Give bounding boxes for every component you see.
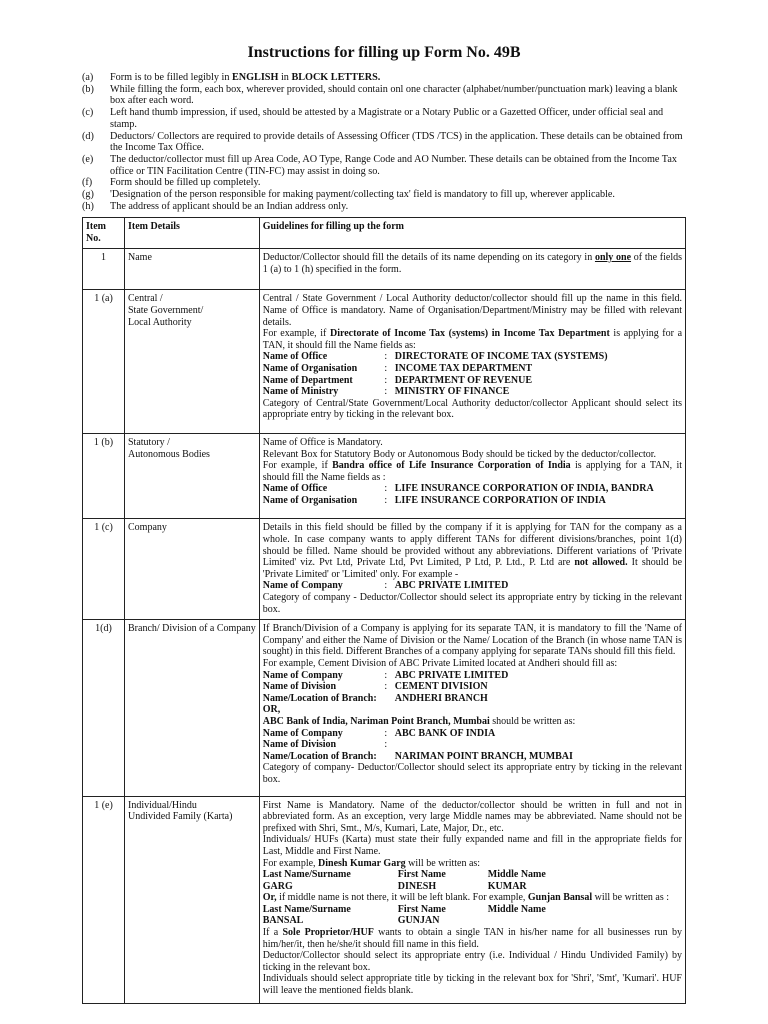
instruction-label: (b) (82, 83, 94, 95)
instruction-text: 'Designation of the person responsible for making payment/collecting tax' field is mandatory to fill up, wherever applicable. (110, 189, 615, 201)
instruction-text: The deductor/collector must fill up Area Code, AO Type, Range Code and AO Number. These details can be obtained from the Income Tax office or TIN Facilitation Centre (TIN-FC) may assist in doing so. (110, 153, 677, 177)
instruction-text: Form is to be filled legibly in ENGLISH in BLOCK LETTERS. (110, 72, 381, 83)
instruction-text: Left hand thumb impression, if used, should be attested by a Magistrate or a Notary Public or a Gazetted Officer, under official seal and stamp. (110, 107, 664, 130)
item-guidelines: Deductor/Collector should fill the details of its name depending on its category in only one of the fields 1 (a) to 1 (h) specified in the form. (259, 249, 685, 290)
instruction-text: Deductors/ Collectors are required to provide details of Assessing Officer (TDS /TCS) in the application. These details can be obtained from the Income Tax Office. (110, 130, 683, 154)
page-title: Instructions for filling up Form No. 49B (247, 44, 521, 61)
instruction-text: While filling the form, each box, wherever provided, should contain onl one character (alphabet/number/punctuation mark) leaving a blank box after each word. (110, 83, 678, 107)
table-row (83, 620, 686, 796)
item-no: 1 (a) (83, 290, 125, 434)
item-no: 1 (83, 249, 125, 290)
item-guidelines: Name of Office is Mandatory. Relevant Box for Statutory Body or Autonomous Body should be ticked by the deductor/collector. For example, if Bandra office of Life Insurance Corporation of India is applying for a TAN, it should fill the Name fields as : Name of Office : LIFE INSURANCE CORPORATION OF INDIA, BANDRA Name of Organisation : LIFE INSURANCE CORPORATION OF INDIA (259, 433, 685, 519)
instruction-label: (c) (82, 107, 94, 119)
instruction-label: (h) (82, 200, 94, 212)
table-row (83, 796, 686, 1003)
item-details: Company (125, 519, 260, 620)
item-guidelines: If Branch/Division of a Company is applying for its separate TAN, it is mandatory to fill the 'Name of Company' and either the Name of Division or the Name/ Location of the Branch (in whose name TAN is sought) in this field. Different Branches of a company applying for separate TANs should fill this field. For example, Cement Division of ABC Private Limited located at Andheri should fill as: Name of Company : ABC PRIVATE LIMITED Name of Division : CEMENT DIVISION Name/Location of Branch: ANDHERI BRANCH OR, ABC Bank of India, Nariman Point Branch, Mumbai should be written as: Name of Company : ABC BANK OF INDIA Name of Division : Name/Location of Branch: NARIMAN POINT BRANCH, MUMBAI Category of company- Deductor/Collector should select its appropriate entry by ticking in the relevant box. (259, 620, 685, 796)
item-details: Individual/Hindu Undivided Family (Karta) (125, 796, 260, 1003)
instruction-item (82, 189, 686, 201)
table-row (83, 433, 686, 519)
item-guidelines: First Name is Mandatory. Name of the deductor/collector should be written in full and not in abbreviated form. As an exception, very large Middle names may be abbreviated. Name should not be prefixed with Shri, Smt., M/s, Kumari, Late, Major, Dr., etc. Individuals/ HUFs (Karta) must state their fully expanded name and fill in the appropriate fields for Last, Middle and First Name. For example, Dinesh Kumar Garg will be written as: Last Name/Surname First Name Middle Name GARG DINESH KUMAR Or, if middle name is not there, it will be left blank. For example, Gunjan Bansal will be written as : Last Name/Surname First Name Middle Name BANSAL GUNJAN If a Sole Proprietor/HUF wants to obtain a single TAN in his/her name for all businesses run by him/her/it, then he/she/it should fill name in this field. Deductor/Collector should select its appropriate entry (i.e. Individual / Hindu Undivided Family) by ticking in the relevant box. Individuals should select appropriate title by ticking in the relevant box for 'Shri', 'Smt', 'Kumari'. HUF will leave the mentioned fields blank. (259, 796, 685, 1003)
header-item-details: Item Details (125, 218, 260, 249)
item-details: Statutory / Autonomous Bodies (125, 433, 260, 519)
instruction-label: (a) (82, 72, 94, 83)
header-guidelines: Guidelines for filling up the form (259, 218, 685, 249)
instruction-item (82, 131, 686, 154)
instruction-item (82, 177, 686, 189)
instruction-item (82, 72, 686, 84)
instruction-text: Form should be filled up completely. (110, 177, 261, 189)
item-details: Name (125, 249, 260, 290)
item-guidelines: Central / State Government / Local Authority deductor/collector should fill up the name in this field. Name of Office is mandatory. Name of Organisation/Department/Ministry may be filled with relevant details. For example, if Directorate of Income Tax (systems) in Income Tax Department is applying for a TAN, it should fill the Name fields as: Name of Office : DIRECTORATE OF INCOME TAX (SYSTEMS) Name of Organisation : INCOME TAX DEPARTMENT Name of Department : DEPARTMENT OF REVENUE Name of Ministry : MINISTRY OF FINANCE Category of Central/State Government/Local Authority deductor/collector Applicant should select its appropriate entry by ticking in the relevant box. (259, 290, 685, 434)
instructions-list (82, 72, 686, 212)
table-row (83, 249, 686, 290)
item-details: Branch/ Division of a Company (125, 620, 260, 796)
instruction-label: (g) (82, 189, 94, 201)
item-no: 1 (b) (83, 433, 125, 519)
instruction-item (82, 84, 686, 107)
instruction-label: (f) (82, 177, 93, 189)
table-row (83, 290, 686, 434)
item-guidelines: Details in this field should be filled by the company if it is applying for TAN for the company as a whole. In case company wants to apply different TANs for different divisions/branches, point 1(d) should be filled. Name should be provided without any abbreviations. Different variations of 'Private Limited' viz. Pvt Ltd, Private Ltd, Pvt Limited, P Ltd, P. Ltd., P. Ltd are not allowed. It should be 'Private Limited' or 'Limited' only. For example - Name of Company : ABC PRIVATE LIMITED Category of company - Deductor/Collector should select its appropriate entry by ticking in the relevant box. (259, 519, 685, 620)
instruction-item (82, 154, 686, 177)
item-no: 1 (e) (83, 796, 125, 1003)
guidelines-table (82, 217, 686, 1004)
instruction-item (82, 107, 686, 130)
instruction-label: (d) (82, 130, 94, 142)
table-row (83, 519, 686, 620)
item-no: 1(d) (83, 620, 125, 796)
instruction-label: (e) (82, 153, 94, 165)
item-details: Central / State Government/ Local Authority (125, 290, 260, 434)
table-header-row (83, 218, 686, 249)
item-no: 1 (c) (83, 519, 125, 620)
header-item-no: Item No. (83, 218, 125, 249)
instruction-text: The address of applicant should be an Indian address only. (110, 200, 349, 212)
instruction-item (82, 201, 686, 213)
